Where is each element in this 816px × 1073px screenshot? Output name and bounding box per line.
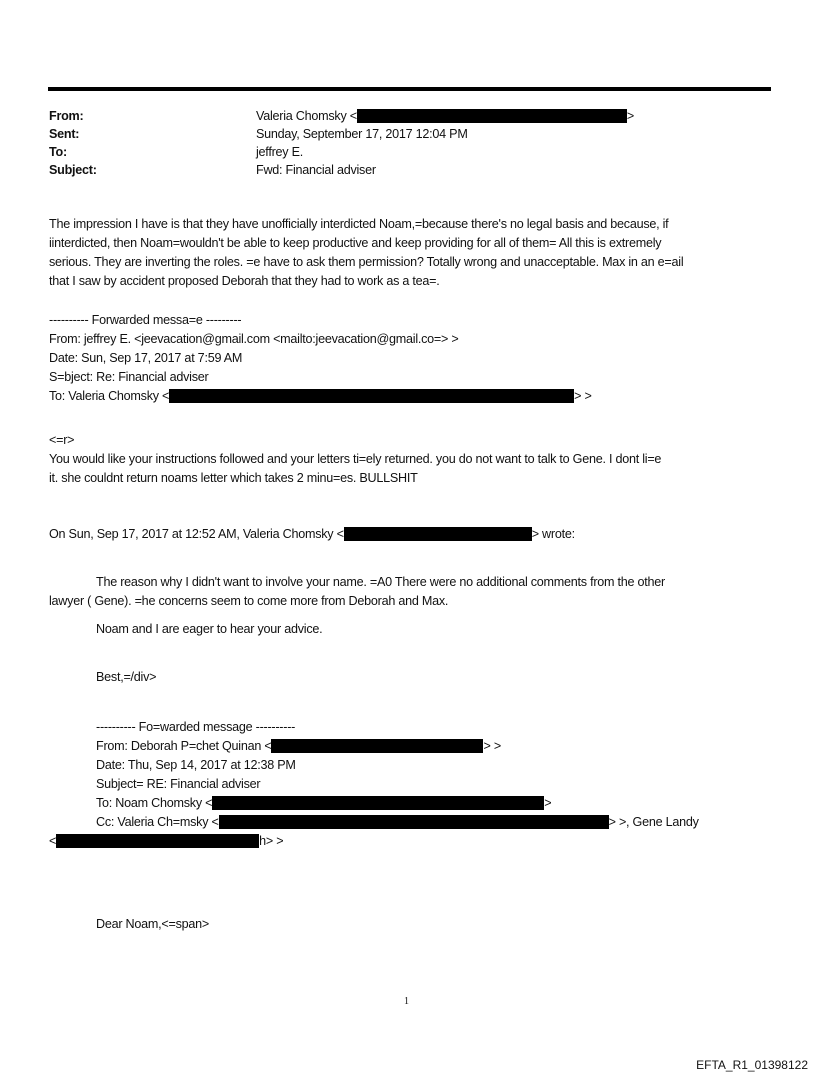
on-wrote-suffix: > wrote: [531, 527, 575, 541]
body-line: iinterdicted, then Noam=wouldn't be able to keep productive and keep providing for all of them= All this is extremely [49, 236, 662, 250]
from-close: > [626, 109, 634, 123]
header-rule [48, 87, 771, 91]
redaction-box [219, 815, 609, 829]
quoted-line: The reason why I didn't want to involve your name. =A0 There were no additional comments from the other [96, 575, 665, 589]
forward-from-name: From: Deborah P=chet Quinan < [96, 739, 272, 753]
subject-label: Subject: [49, 163, 97, 177]
document-id-footer: EFTA_R1_01398122 [696, 1058, 808, 1072]
from-label: From: [49, 109, 84, 123]
from-value [256, 108, 634, 124]
forward-to-name: To: Valeria Chomsky < [49, 389, 170, 403]
subject-value: Fwd: Financial adviser [256, 163, 376, 177]
on-wrote-line [49, 526, 575, 542]
quoted-line: Best,=/div> [96, 670, 157, 684]
forward-cc [96, 814, 699, 830]
forward-subject: Subject= RE: Financial adviser [96, 777, 261, 791]
forward-date: Date: Sun, Sep 17, 2017 at 7:59 AM [49, 351, 243, 365]
forward-from: From: jeffrey E. <jeevacation@gmail.com <mailto:jeevacation@gmail.co=> > [49, 332, 459, 346]
redaction-box [212, 796, 544, 810]
body-line: You would like your instructions followed and your letters ti=ely returned. you do not want to talk to Gene. I dont li=e [49, 452, 662, 466]
redaction-box [357, 109, 627, 123]
forward-from [96, 738, 501, 754]
body-line: serious. They are inverting the roles. =e have to ask them permission? Totally wrong and unacceptable. Max in an e=ail [49, 255, 684, 269]
forward-cc-name: Cc: Valeria Ch=msky < [96, 815, 219, 829]
quoted-line: Noam and I are eager to hear your advice. [96, 622, 323, 636]
br-tag: <=r> [49, 433, 75, 447]
to-value: jeffrey E. [256, 145, 303, 159]
body-line: that I saw by accident proposed Deborah that they had to work as a tea=. [49, 274, 440, 288]
forward-cc-close: > >, Gene Landy [608, 815, 699, 829]
forward-to-name: To: Noam Chomsky < [96, 796, 213, 810]
forward-subject: S=bject: Re: Financial adviser [49, 370, 209, 384]
forward-divider: ---------- Forwarded messa=e --------- [49, 313, 242, 327]
cc2-close: h> > [259, 834, 284, 848]
forward-to [49, 388, 592, 404]
forward-cc-continued [49, 833, 283, 849]
redaction-box [344, 527, 532, 541]
sent-value: Sunday, September 17, 2017 12:04 PM [256, 127, 468, 141]
greeting: Dear Noam,<=span> [96, 917, 210, 931]
to-label: To: [49, 145, 67, 159]
forward-to [96, 795, 551, 811]
body-line: it. she couldnt return noams letter which takes 2 minu=es. BULLSHIT [49, 471, 418, 485]
forward-to-close: > > [574, 389, 592, 403]
sent-label: Sent: [49, 127, 80, 141]
from-name: Valeria Chomsky < [256, 109, 357, 123]
redaction-box [271, 739, 483, 753]
redaction-box [169, 389, 574, 403]
forward-to-close: > [544, 796, 552, 810]
forward-divider: ---------- Fo=warded message ---------- [96, 720, 296, 734]
forward-from-close: > > [483, 739, 501, 753]
on-wrote-prefix: On Sun, Sep 17, 2017 at 12:52 AM, Valeria Chomsky < [49, 527, 344, 541]
page-number: 1 [404, 996, 409, 1007]
cc2-open: < [49, 834, 57, 848]
quoted-line: lawyer ( Gene). =he concerns seem to come more from Deborah and Max. [49, 594, 449, 608]
body-line: The impression I have is that they have unofficially interdicted Noam,=because there's no legal basis and because, if [49, 217, 669, 231]
redaction-box [56, 834, 259, 848]
forward-date: Date: Thu, Sep 14, 2017 at 12:38 PM [96, 758, 296, 772]
